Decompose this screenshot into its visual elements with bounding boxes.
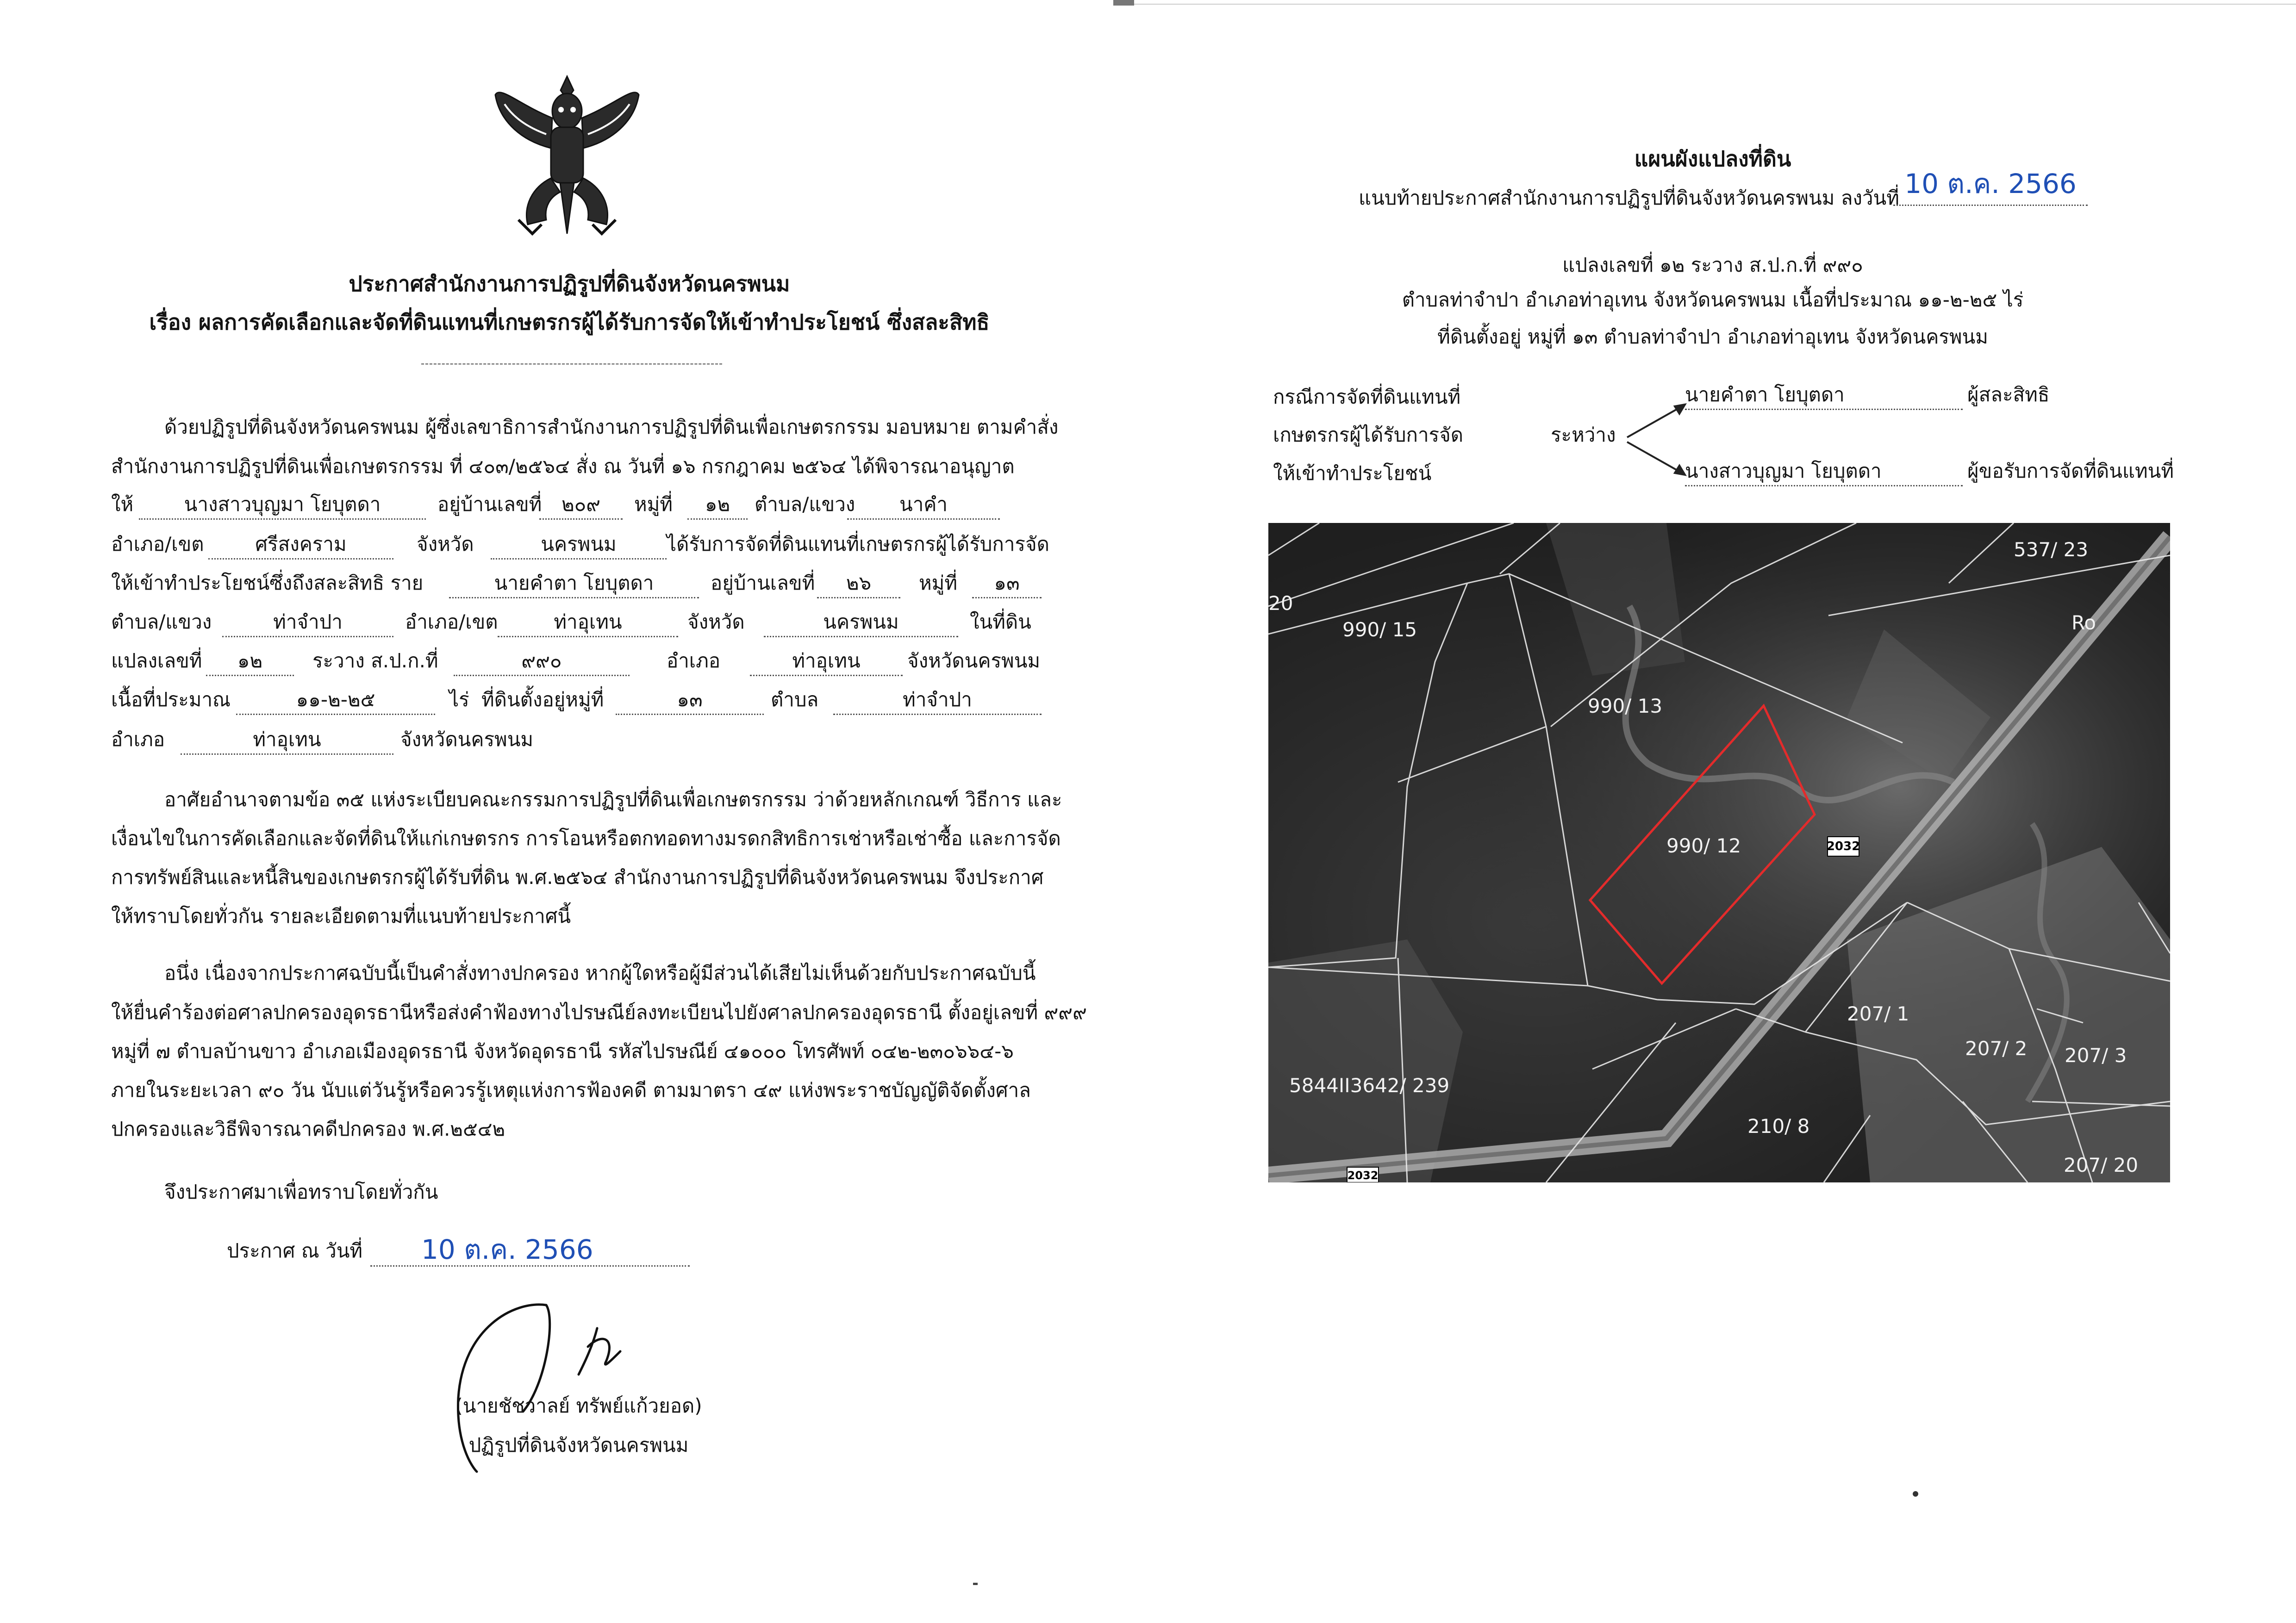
signer-name: (นายชัชวาลย์ ทรัพย์แก้วยอด)	[455, 1394, 702, 1417]
label-210-8: 210/ 8	[1747, 1115, 1810, 1138]
plot-line-1: แปลงเลขที่ ๑๒ ระวาง ส.ป.ก.ที่ ๙๙๐	[1562, 254, 1863, 276]
between-label: ระหว่าง	[1551, 423, 1616, 446]
announcement-subject: เรื่อง ผลการคัดเลือกและจัดที่ดินแทนที่เกษตรกรผู้ได้รับการจัดให้เข้าทำประโยชน์ ซึ่งสละสิทธิ	[149, 310, 990, 335]
para3-line4: ภายในระยะเวลา ๙๐ วัน นับแต่วันรู้หรือควรรู้เหตุแห่งการฟ้องคดี ตามมาตรา ๔๙ แห่งพระราชบัญญัติจัดตั้งศาล	[111, 1079, 1031, 1101]
province-label: จังหวัด	[417, 533, 474, 555]
attach-date: 10 ต.ค. 2566	[1893, 168, 2088, 206]
plot-line-3: ที่ดินตั้งอยู่ หมู่ที่ ๑๓ ตำบลท่าจำปา อำเภอท่าอุเทน จังหวัดนครพนม	[1437, 325, 1988, 348]
waiver-moo-number: ๑๓	[972, 570, 1042, 598]
dust-dot	[973, 1583, 978, 1585]
case-line-2: เกษตรกรผู้ได้รับการจัด	[1273, 423, 1463, 446]
sheet-label: ระวาง ส.ป.ก.ที่	[312, 649, 438, 672]
road-number-1: 2032	[1826, 839, 1860, 853]
waiver-province-value: นครพนม	[764, 609, 958, 637]
case-line-3: ให้เข้าทำประโยชน์	[1273, 462, 1432, 485]
label-990-12: 990/ 12	[1666, 834, 1741, 857]
between-arrows	[1625, 398, 1690, 481]
amphoe-label: อำเภอ/เขต	[111, 533, 204, 555]
land-moo-value: ๑๓	[616, 687, 764, 715]
map-photo	[1268, 523, 2170, 1182]
para3-line2: ให้ยื่นคำร้องต่อศาลปกครองอุดรธานีหรือส่งคำฟ้องทางไปรษณีย์ลงทะเบียนไปยังศาลปกครองอุดรธานี ตั้งอยู่เลขที่ ๙๙๙	[111, 1001, 1087, 1024]
road-number-2: 2032	[1347, 1169, 1379, 1182]
label-207-2: 207/ 2	[1965, 1037, 2028, 1060]
waiver-name: นายคำตา โยบุตดา	[449, 570, 699, 598]
road-shield-1	[1827, 837, 1860, 856]
waiver-amphoe-value: ท่าอุเทน	[498, 609, 678, 637]
plot-province: จังหวัดนครพนม	[907, 649, 1041, 672]
para1-line4-rest: ได้รับการจัดที่ดินแทนที่เกษตรกรผู้ได้รับการจัด	[667, 533, 1049, 555]
waiver-moo-label: หมู่ที่	[919, 572, 958, 594]
province-value: นครพนม	[491, 531, 667, 560]
para3-line1: อนึ่ง เนื่องจากประกาศฉบับนี้เป็นคำสั่งทางปกครอง หากผู้ใดหรือผู้มีส่วนได้เสียไม่เห็นด้วยกับประกาศฉบับนี้	[164, 962, 1036, 984]
page-top-border	[1134, 4, 2296, 5]
label-ro: Ro	[2071, 611, 2096, 634]
waiver-prefix: ให้เข้าทำประโยชน์ซึ่งถึงสละสิทธิ ราย	[111, 572, 424, 594]
waiver-tambon-value: ท่าจำปา	[222, 609, 393, 637]
map-page-title: แผนผังแปลงที่ดิน	[1634, 146, 1791, 171]
label-207-20: 207/ 20	[2064, 1154, 2139, 1176]
case-line-1: กรณีการจัดที่ดินแทนที่	[1273, 386, 1461, 408]
give-label: ให้	[111, 493, 134, 516]
tambon-label: ตำบล/แขวง	[755, 493, 855, 516]
land-moo-label: ที่ดินตั้งอยู่หมู่ที่	[481, 688, 604, 711]
dust-dot	[1913, 1491, 1918, 1497]
land-tambon-value: ท่าจำปา	[833, 687, 1042, 715]
grantee-name: นางสาวบุญมา โยบุตดา	[139, 491, 426, 520]
para2-line3: การทรัพย์สินและหนี้สินของเกษตรกรผู้ได้รับที่ดิน พ.ศ.๒๕๖๔ สำนักงานการปฏิรูปที่ดินจังหวัดนครพนม จึงประกาศ	[111, 866, 1044, 889]
page-edge-mark	[1113, 0, 1134, 6]
announcement-title: ประกาศสำนักงานการปฏิรูปที่ดินจังหวัดนครพนม	[349, 271, 790, 296]
land-province: จังหวัดนครพนม	[400, 728, 534, 751]
attach-label: แนบท้ายประกาศสำนักงานการปฏิรูปที่ดินจังหวัดนครพนม ลงวันที่	[1359, 187, 1899, 209]
plot-amphoe-value: ท่าอุเทน	[750, 648, 903, 676]
road-shield-2	[1347, 1167, 1379, 1182]
sheet-number: ๙๙๐	[454, 648, 630, 676]
area-label: เนื้อที่ประมาณ	[111, 688, 231, 711]
waiver-tambon-label: ตำบล/แขวง	[111, 610, 212, 633]
waiver-house-label: อยู่บ้านเลขที่	[711, 572, 815, 594]
waiver-house-number: ๒๖	[817, 570, 900, 598]
para3-line5: ปกครองและวิธีพิจารณาคดีปกครอง พ.ศ.๒๕๔๒	[111, 1118, 505, 1140]
plot-label: แปลงเลขที่	[111, 649, 202, 672]
label-990-13: 990/ 13	[1588, 695, 1663, 717]
plot-amphoe-label: อำเภอ	[667, 649, 721, 672]
title-divider	[421, 363, 722, 365]
para1-line2: สำนักงานการปฏิรูปที่ดินเพื่อเกษตรกรรม ที่ ๔๐๓/๒๕๖๔ สั่ง ณ วันที่ ๑๖ กรกฎาคม ๒๕๖๔ ได้พิจารณาอนุญาต	[111, 455, 1015, 478]
party1-name: นายคำตา โยบุตดา	[1685, 382, 1963, 410]
amphoe-value: ศรีสงคราม	[208, 531, 393, 560]
para1-line1: ด้วยปฏิรูปที่ดินจังหวัดนครพนม ผู้ซึ่งเลขาธิการสำนักงานการปฏิรูปที่ดินเพื่อเกษตรกรรม มอบหมาย ตามคำสั่ง	[164, 416, 1059, 438]
announce-date-label: ประกาศ ณ วันที่	[227, 1239, 363, 1262]
in-land-label: ในที่ดิน	[970, 610, 1031, 633]
label-20: 20	[1268, 592, 1293, 615]
closing-line: จึงประกาศมาเพื่อทราบโดยทั่วกัน	[164, 1181, 438, 1203]
house-number: ๒๐๙	[539, 491, 623, 520]
para2-line2: เงื่อนไขในการคัดเลือกและจัดที่ดินให้แก่เกษตรกร การโอนหรือตกทอดทางมรดกสิทธิการเช่าหรือเช่าซื้อ และการจัด	[111, 827, 1061, 850]
party1-role: ผู้สละสิทธิ	[1967, 383, 2050, 406]
house-label: อยู่บ้านเลขที่	[437, 493, 542, 516]
label-5844: 5844II3642/ 239	[1289, 1074, 1450, 1097]
land-tambon-label: ตำบล	[771, 688, 819, 711]
party2-role: ผู้ขอรับการจัดที่ดินแทนที่	[1967, 460, 2174, 482]
signer-title: ปฏิรูปที่ดินจังหวัดนครพนม	[468, 1434, 689, 1456]
plot-line-2: ตำบลท่าจำปา อำเภอท่าอุเทน จังหวัดนครพนม เนื้อที่ประมาณ ๑๑-๒-๒๕ ไร่	[1402, 288, 2024, 311]
para3-line3: หมู่ที่ ๗ ตำบลบ้านขาว อำเภอเมืองอุดรธานี จังหวัดอุดรธานี รหัสไปรษณีย์ ๔๑๐๐๐ โทรศัพท์ ๐๔๒-๒๓๐๖๖๔-๖	[111, 1040, 1014, 1063]
plot-number: ๑๒	[206, 648, 294, 676]
announce-date: 10 ต.ค. 2566	[370, 1233, 690, 1267]
tambon-value: นาคำ	[847, 491, 1000, 520]
para2-line4: ให้ทราบโดยทั่วกัน รายละเอียดตามที่แนบท้ายประกาศนี้	[111, 905, 571, 927]
waiver-province-label: จังหวัด	[687, 610, 745, 633]
rai-label: ไร่	[449, 688, 469, 711]
label-207-3: 207/ 3	[2065, 1044, 2127, 1067]
party2-name: นางสาวบุญมา โยบุตดา	[1685, 458, 1963, 486]
moo-label: หมู่ที่	[634, 493, 673, 516]
waiver-amphoe-label: อำเภอ/เขต	[405, 610, 498, 633]
moo-number: ๑๒	[687, 491, 748, 520]
para2-line1: อาศัยอำนาจตามข้อ ๓๕ แห่งระเบียบคณะกรรมการปฏิรูปที่ดินเพื่อเกษตรกรรม ว่าด้วยหลักเกณฑ์ วิธีการ และ	[164, 788, 1062, 811]
area-value: ๑๑-๒-๒๕	[236, 687, 435, 715]
label-537-23: 537/ 23	[2014, 538, 2089, 561]
label-990-15: 990/ 15	[1342, 618, 1417, 641]
label-207-1: 207/ 1	[1847, 1002, 1909, 1025]
garuda-emblem	[491, 67, 643, 243]
land-amphoe-label: อำเภอ	[111, 728, 165, 751]
land-amphoe-value: ท่าอุเทน	[181, 727, 393, 755]
